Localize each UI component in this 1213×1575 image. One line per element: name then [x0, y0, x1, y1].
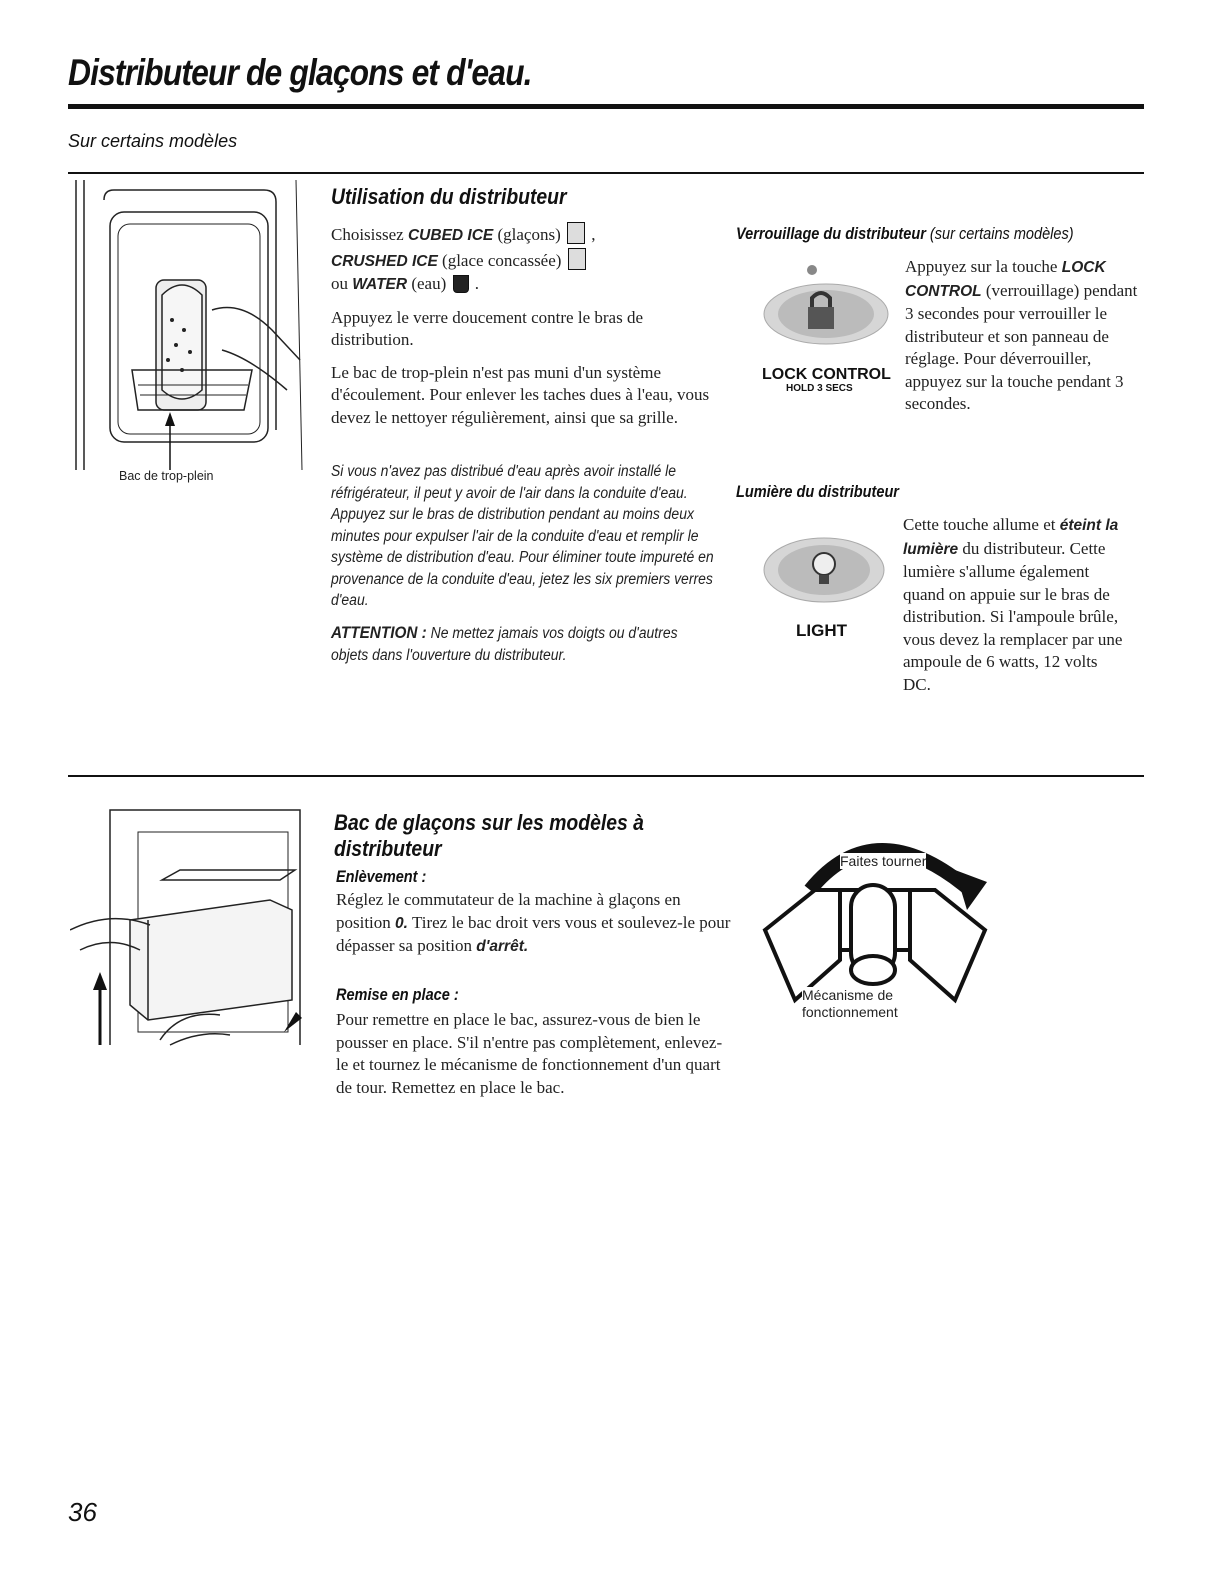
page-subtitle: Sur certains modèles [68, 131, 238, 151]
removal-text-pre: Réglez le commutateur de la machine à glaçons en position [336, 890, 681, 932]
ice-bin-illustration [70, 800, 310, 1050]
removal-text-mid: Tirez le bac droit vers vous et soulevez-le pour dépasser sa position [336, 912, 731, 955]
mechanism-label-line-1: Mécanisme de [802, 987, 894, 1003]
ice-bin-heading [334, 810, 644, 862]
dispenser-illustration [72, 180, 306, 480]
lock-body [905, 256, 1150, 416]
choose-line-1: Choisissez CUBED ICE (glaçons) , [331, 222, 711, 248]
page-title: Distributeur de glaçons et d'eau. [68, 52, 532, 93]
choose-text: Choisissez [331, 225, 404, 244]
lock-text-pre: Appuyez sur la touche [905, 257, 1058, 276]
usage-paragraph-2: Le bac de trop-plein n'est pas muni d'un système d'écoulement. Pour enlever les taches dues à l'eau, vous devez le nettoyer régulièrement, ainsi que sa grille. [331, 362, 710, 427]
lock-control-label: LOCK CONTROL [762, 366, 891, 383]
air-purge-note: Si vous n'avez pas distribué d'eau après avoir installé le réfrigérateur, il peut y avoir de l'air dans la conduite d'eau. Appuyez sur le bras de distribution pendant au moins deux minutes pour expulser l'air de la conduite d'eau et remplir le système de distribution d'eau. Pour éliminer toute impureté en provenance de la conduite d'eau, jetez les six premiers verres d'eau. [331, 463, 714, 609]
lock-heading-note: (sur certains modèles) [929, 225, 1074, 243]
choose-line-2 [331, 248, 711, 274]
choose-line-3: ou WATER (eau) . [331, 274, 479, 293]
removal-body [336, 889, 731, 959]
section-rule-middle [68, 775, 1144, 777]
water-keyword: WATER [352, 276, 408, 293]
mechanism-label-line-2: fonctionnement [802, 1004, 898, 1020]
attention-label: ATTENTION : [331, 623, 427, 642]
title-rule [68, 104, 1144, 109]
light-text-pre: Cette touche allume et [903, 515, 1056, 534]
lock-heading-text: Verrouillage du distributeur [736, 225, 926, 243]
light-body [903, 514, 1123, 696]
attention-text: Ne mettez jamais vos doigts ou d'autres objets dans l'ouverture du distributeur. [331, 625, 678, 664]
lock-heading [736, 225, 1074, 244]
usage-body [331, 222, 711, 439]
cubed-ice-icon [567, 222, 585, 244]
light-heading: Lumière du distributeur [736, 483, 899, 501]
removal-heading: Enlèvement : [336, 868, 427, 886]
light-button-illustration [760, 520, 895, 620]
replace-heading: Remise en place : [336, 986, 459, 1004]
light-keyword: éteint la lumière [903, 517, 1119, 558]
lock-control-button-illustration [760, 262, 900, 362]
turn-label: Faites tourner [840, 853, 927, 869]
replace-body: Pour remettre en place le bac, assurez-vous de bien le pousser en place. S'il n'entre pas complètement, enlevez-le et tournez le mécanisme de fonctionnement d'un quart de tour. Remettez en place le bac. [336, 1010, 723, 1097]
hold-3-secs-label: HOLD 3 SECS [786, 383, 853, 394]
page-number: 36 [68, 1497, 97, 1527]
cubed-ice-fr: (glaçons) [497, 225, 561, 244]
light-label: LIGHT [796, 621, 847, 640]
or-text: ou [331, 274, 348, 293]
ice-bin-heading-line-2: distributeur [334, 836, 442, 861]
usage-heading: Utilisation du distributeur [331, 184, 567, 209]
removal-zero: 0. [395, 914, 408, 932]
usage-paragraph-1: Appuyez le verre doucement contre le bras de distribution. [331, 307, 643, 349]
overflow-tray-caption: Bac de trop-plein [119, 469, 214, 483]
cubed-ice-keyword: CUBED ICE [407, 227, 494, 244]
crushed-ice-fr: (glace concassée) [442, 250, 562, 270]
removal-stop: d'arrêt. [476, 938, 529, 955]
section-rule-top [68, 172, 1144, 174]
water-icon [453, 275, 469, 293]
attention-note [331, 622, 709, 666]
ice-bin-heading-line-1: Bac de glaçons sur les modèles à [334, 810, 644, 835]
lock-text-post: (verrouillage) pendant 3 secondes pour verrouiller le distributeur et son panneau de réglage. Pour déverrouiller, appuyez sur la touche pendant 3 secondes. [905, 280, 1138, 413]
water-fr: (eau) [411, 274, 447, 293]
crushed-ice-icon [568, 248, 586, 270]
light-text-post: du distributeur. Cette lumière s'allume également quand on appuie sur le bras de distribution. Si l'ampoule brûle, vous devez la remplacer par une ampoule de 6 watts, 12 volts DC. [903, 538, 1123, 694]
mechanism-label [802, 987, 898, 1021]
crushed-ice-keyword: CRUSHED ICE [331, 252, 438, 270]
lock-keyword: LOCK CONTROL [905, 259, 1106, 300]
